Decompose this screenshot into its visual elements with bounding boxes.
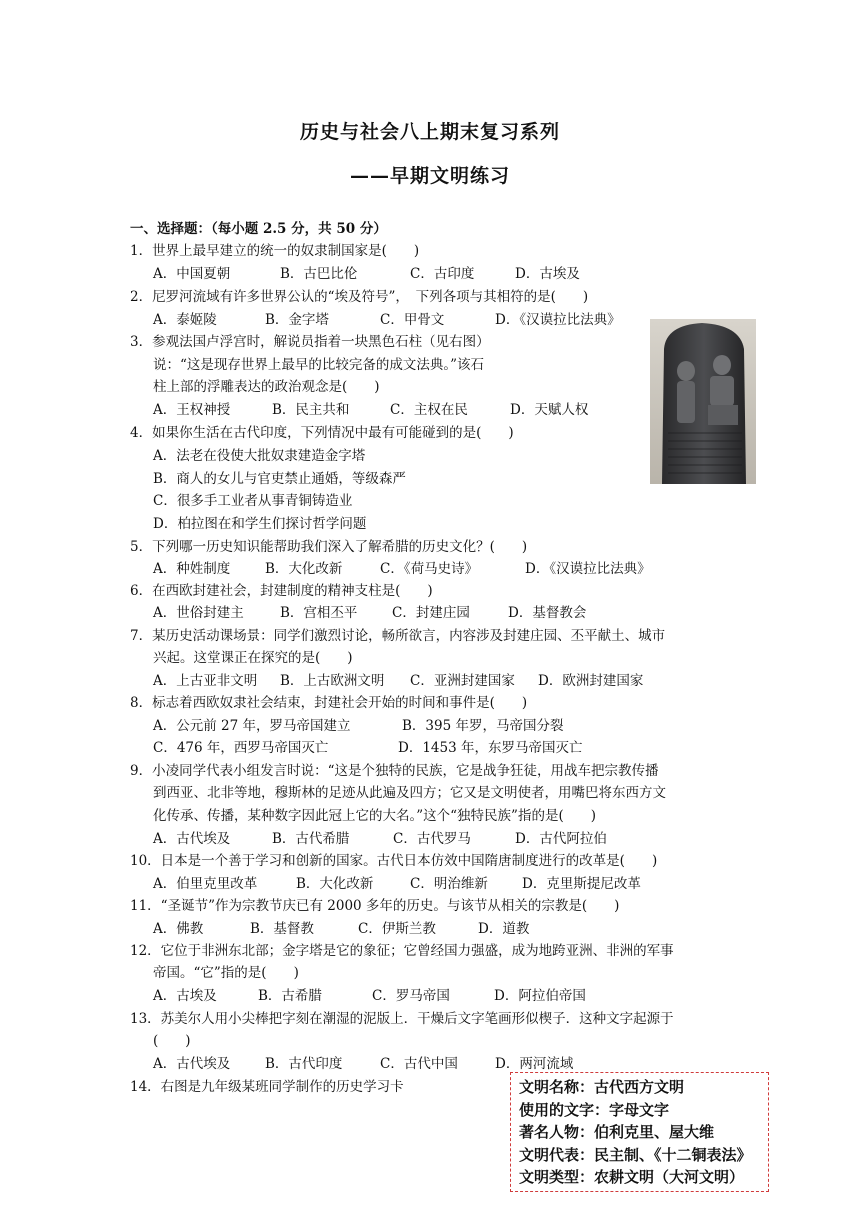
question-3-stem-line-1: 3．参观法国卢浮宫时，解说员指着一块黑色石柱（见右图） bbox=[130, 334, 490, 350]
option: C．476 年，西罗马帝国灭亡 bbox=[153, 740, 329, 756]
option: A．泰姬陵 bbox=[153, 312, 217, 328]
question-3-stem-line-2: 说：“这是现存世界上最早的比较完备的成文法典。”该石 bbox=[153, 357, 485, 373]
option: D．基督教会 bbox=[508, 605, 587, 621]
option: A．佛教 bbox=[153, 921, 204, 937]
option: D．《汉谟拉比法典》 bbox=[495, 312, 621, 328]
question-3-stem-line-3: 柱上部的浮雕表达的政治观念是( ) bbox=[153, 379, 380, 395]
option: B．上古欧洲文明 bbox=[280, 673, 385, 689]
hammurabi-stele-image bbox=[650, 319, 756, 484]
option: A．古埃及 bbox=[153, 988, 217, 1004]
option: A．古代埃及 bbox=[153, 1056, 231, 1072]
option: D．克里斯提尼改革 bbox=[522, 876, 641, 892]
question-7-stem-line-2: 兴起。这堂课正在探究的是( ) bbox=[153, 650, 353, 666]
option: A．公元前 27 年，罗马帝国建立 bbox=[153, 718, 351, 734]
question-7-stem-line-1: 7．某历史活动课场景：同学们激烈讨论，畅所欲言，内容涉及封建庄园、丕平献土、城市 bbox=[130, 628, 666, 644]
option: C．伊斯兰教 bbox=[358, 921, 436, 937]
option: A．王权神授 bbox=[153, 402, 231, 418]
stele-illustration bbox=[650, 319, 756, 484]
option: D．古代阿拉伯 bbox=[515, 831, 607, 847]
option: A．世俗封建主 bbox=[153, 605, 244, 621]
option: C．罗马帝国 bbox=[372, 988, 450, 1004]
option: C．很多手工业者从事青铜铸造业 bbox=[153, 493, 353, 509]
card-row-script: 使用的文字：字母文字 bbox=[519, 1100, 670, 1119]
option: D．《汉谟拉比法典》 bbox=[525, 561, 651, 577]
option: C．古代罗马 bbox=[393, 831, 471, 847]
option: B．金字塔 bbox=[265, 312, 329, 328]
option: D．1453 年，东罗马帝国灭亡 bbox=[398, 740, 583, 756]
option: B．宫相丕平 bbox=[280, 605, 358, 621]
option: D．欧洲封建国家 bbox=[538, 673, 644, 689]
question-12-stem-line-1: 12．它位于非洲东北部；金字塔是它的象征；它曾经国力强盛，成为地跨亚洲、非洲的军事 bbox=[130, 943, 674, 959]
card-row-type: 文明类型：农耕文明（大河文明） bbox=[519, 1168, 745, 1186]
question-10-stem: 10．日本是一个善于学习和创新的国家。古代日本仿效中国隋唐制度进行的改革是( ) bbox=[130, 853, 658, 869]
question-4-stem: 4．如果你生活在古代印度，下列情况中最有可能碰到的是( ) bbox=[130, 425, 514, 441]
option: D．阿拉伯帝国 bbox=[494, 988, 586, 1004]
option: B．古代印度 bbox=[265, 1056, 343, 1072]
option: C．明治维新 bbox=[410, 876, 488, 892]
question-9-stem-line-3: 化传承、传播，某种数字因此冠上它的大名。”这个“独特民族”指的是( ) bbox=[153, 808, 596, 824]
option: B．古希腊 bbox=[258, 988, 322, 1004]
page-title: 历史与社会八上期末复习系列 bbox=[299, 121, 560, 143]
option: D．柏拉图在和学生们探讨哲学问题 bbox=[153, 516, 367, 532]
option: C．甲骨文 bbox=[380, 312, 445, 328]
option: B．古巴比伦 bbox=[280, 266, 358, 282]
question-12-stem-line-2: 帝国。“它”指的是( ) bbox=[153, 965, 299, 981]
history-study-card bbox=[510, 1072, 769, 1192]
question-6-stem: 6．在西欧封建社会，封建制度的精神支柱是( ) bbox=[130, 583, 433, 599]
option: B．大化改新 bbox=[296, 876, 374, 892]
option: B．基督教 bbox=[250, 921, 314, 937]
page-subtitle: ——早期文明练习 bbox=[349, 165, 510, 187]
option: C．《荷马史诗》 bbox=[380, 561, 479, 577]
option: D．道教 bbox=[478, 921, 530, 937]
question-8-stem: 8．标志着西欧奴隶社会结束，封建社会开始的时间和事件是( ) bbox=[130, 695, 528, 711]
option: A．古代埃及 bbox=[153, 831, 231, 847]
option: B．古代希腊 bbox=[272, 831, 350, 847]
option: A．伯里克里改革 bbox=[153, 876, 258, 892]
question-13-stem-line-1: 13．苏美尔人用小尖棒把字刻在潮湿的泥版上．干燥后文字笔画形似楔子．这种文字起源于 bbox=[130, 1011, 674, 1027]
question-14-stem: 14．右图是九年级某班同学制作的历史学习卡 bbox=[130, 1079, 404, 1095]
card-row-name: 文明名称：古代西方文明 bbox=[519, 1078, 685, 1096]
option: B．大化改新 bbox=[265, 561, 343, 577]
option: A．种姓制度 bbox=[153, 561, 231, 577]
question-13-stem-line-2: ( ) bbox=[153, 1033, 191, 1049]
option: A．法老在役使大批奴隶建造金字塔 bbox=[153, 448, 366, 464]
option: C．古代中国 bbox=[380, 1056, 458, 1072]
option: D．天赋人权 bbox=[510, 402, 589, 418]
option: A．上古亚非文明 bbox=[153, 673, 258, 689]
option: B．395 年罗，马帝国分裂 bbox=[402, 718, 564, 734]
question-11-stem: 11．“圣诞节”作为宗教节庆已有 2000 多年的历史。与该节从相关的宗教是( ) bbox=[130, 898, 620, 914]
option: D．两河流域 bbox=[495, 1056, 574, 1072]
option: A．中国夏朝 bbox=[153, 266, 231, 282]
question-9-stem-line-1: 9．小凌同学代表小组发言时说：“这是个独特的民族，它是战争狂徒，用战车把宗教传播 bbox=[130, 763, 659, 779]
option: C．主权在民 bbox=[390, 402, 468, 418]
option: C．亚洲封建国家 bbox=[410, 673, 515, 689]
section-heading: 一、选择题：（每小题 2.5 分，共 50 分） bbox=[130, 221, 387, 237]
question-2-stem: 2．尼罗河流域有许多世界公认的“埃及符号”， 下列各项与其相符的是( ) bbox=[130, 289, 589, 305]
card-row-figures: 著名人物：伯利克里、屋大维 bbox=[519, 1123, 715, 1141]
card-row-representative: 文明代表：民主制、《十二铜表法》 bbox=[519, 1145, 752, 1164]
option: B．民主共和 bbox=[272, 402, 350, 418]
question-9-stem-line-2: 到西亚、北非等地，穆斯林的足迹从此遍及四方；它又是文明使者，用嘴巴将东西方文 bbox=[153, 785, 666, 801]
question-1-stem: 1．世界上最早建立的统一的奴隶制国家是( ) bbox=[130, 243, 420, 259]
option: D．古埃及 bbox=[515, 266, 580, 282]
option: C．封建庄园 bbox=[392, 605, 470, 621]
option: B．商人的女儿与官吏禁止通婚，等级森严 bbox=[153, 471, 406, 487]
option: C．古印度 bbox=[410, 266, 475, 282]
question-5-stem: 5．下列哪一历史知识能帮助我们深入了解希腊的历史文化？( ) bbox=[130, 539, 528, 555]
